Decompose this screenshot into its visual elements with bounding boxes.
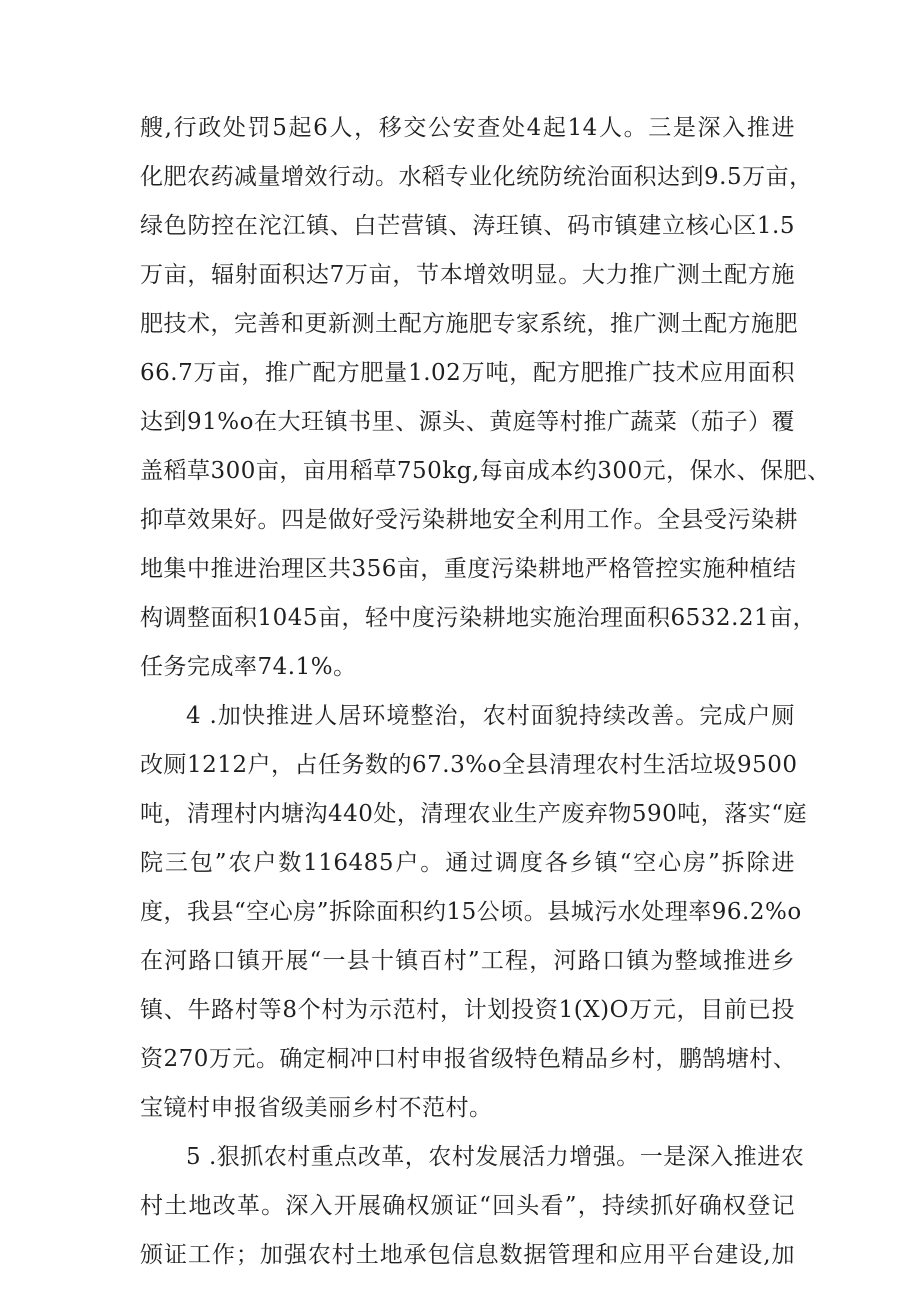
text-line: 镇、牛路村等8个村为示范村，计划投资1(X)O万元，目前已投 [140, 997, 795, 1023]
text-line: 院三包”农户数116485户。通过调度各乡镇“空心房”拆除进 [140, 850, 795, 876]
text-line: 绿色防控在沱江镇、白芒营镇、涛玨镇、码市镇建立核心区1.5 [140, 213, 795, 239]
text-line: 颁证工作；加强农村土地承包信息数据管理和应用平台建设,加 [140, 1242, 795, 1268]
text-line: 构调整面积1045亩，轻中度污染耕地实施治理面积6532.21亩， [140, 605, 817, 631]
text-line: 地集中推进治理区共356亩，重度污染耕地严格管控实施种植结 [140, 556, 797, 582]
text-line: 万亩，辐射面积达7万亩，节本增效明显。大力推广测土配方施 [140, 262, 795, 288]
text-line: 化肥农药减量增效行动。水稻专业化统防统治面积达到9.5万亩， [140, 164, 813, 190]
text-line: 艘,行政处罚5起6人，移交公安查处4起14人。三是深入推进 [140, 115, 795, 141]
text-line-last: 宝镜村申报省级美丽乡村不范村。 [140, 1095, 493, 1121]
paragraph-5-start: 5 .狠抓农村重点改革，农村发展活力增强。一是深入推进农 [186, 1144, 805, 1170]
text-line: 盖稻草300亩，亩用稻草750kg,每亩成本约300元，保水、保肥、 [140, 458, 831, 484]
text-line: 度，我县“空心房”拆除面积约15公顷。县城污水处理率96.2%o [140, 899, 802, 925]
text-line: 改厕1212户，占任务数的67.3%o全县清理农村生活垃圾9500 [140, 752, 798, 778]
text-line: 资270万元。确定桐冲口村申报省级特色精品乡村，鹏鹄塘村、 [140, 1046, 797, 1072]
text-line: 村土地改革。深入开展确权颁证“回头看”，持续抓好确权登记 [140, 1193, 795, 1219]
text-line: 66.7万亩，推广配方肥量1.02万吨，配方肥推广技术应用面积 [140, 360, 795, 386]
text-line: 肥技术，完善和更新测土配方施肥专家系统，推广测土配方施肥 [140, 311, 798, 337]
text-line: 达到91%o在大玨镇书里、源头、黄庭等村推广蔬菜（茄子）覆 [140, 409, 795, 435]
text-line: 在河路口镇开展“一县十镇百村”工程，河路口镇为整域推进乡 [140, 948, 795, 974]
text-line: 抑草效果好。四是做好受污染耕地安全利用工作。全县受污染耕 [140, 507, 798, 533]
text-line-last: 任务完成率74.1%。 [140, 654, 357, 680]
paragraph-4-start: 4 .加快推进人居环境整治，农村面貌持续改善。完成户厕 [186, 703, 795, 729]
text-line: 吨，清理村内塘沟440处，清理农业生产废弃物590吨，落实“庭 [140, 801, 808, 827]
